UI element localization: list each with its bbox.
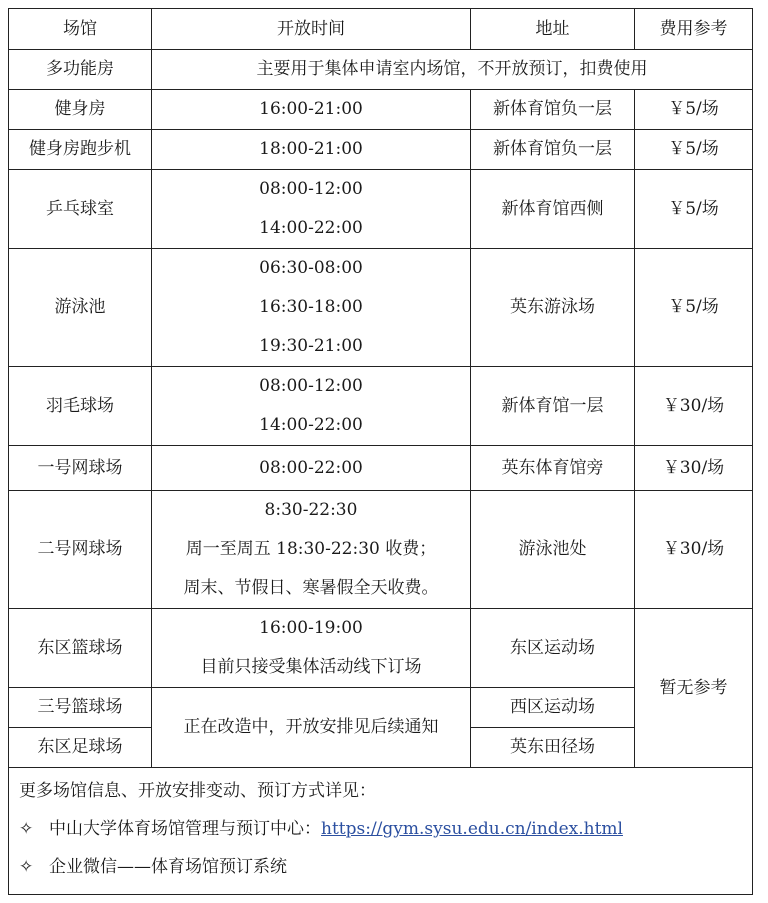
table-row (9, 50, 753, 90)
venue-name: 二号网球场 (9, 491, 152, 609)
venue-name: 三号篮球场 (9, 688, 152, 728)
header-row (9, 9, 753, 50)
opening-hours (152, 249, 471, 367)
venue-fee: ￥30/场 (635, 367, 753, 446)
footer-item (19, 810, 742, 848)
venue-address: 英东体育馆旁 (471, 446, 635, 491)
opening-hours (152, 170, 471, 249)
hours-line: 8:30-22:30 (264, 500, 358, 520)
venue-fee: ￥5/场 (635, 130, 753, 170)
venue-schedule-table (8, 8, 753, 895)
venue-fee: ￥5/场 (635, 90, 753, 130)
hours-line: 14:00-22:00 (259, 218, 363, 238)
venue-address: 新体育馆一层 (471, 367, 635, 446)
wecom-booking-label: 企业微信——体育场馆预订系统 (49, 857, 287, 877)
table-row (9, 609, 753, 688)
venue-name: 羽毛球场 (9, 367, 152, 446)
sparkle-bullet-icon: ✧ (19, 857, 34, 877)
table-row (9, 446, 753, 491)
venue-address: 英东田径场 (471, 728, 635, 768)
hours-line: 14:00-22:00 (259, 415, 363, 435)
venue-name: 东区篮球场 (9, 609, 152, 688)
header-address: 地址 (471, 9, 635, 50)
table-row (9, 90, 753, 130)
venue-address: 西区运动场 (471, 688, 635, 728)
sparkle-bullet-icon: ✧ (19, 819, 34, 839)
table-row (9, 249, 753, 367)
venue-fee: ￥30/场 (635, 491, 753, 609)
hours-line: 06:30-08:00 (259, 258, 363, 278)
renovation-note: 正在改造中，开放安排见后续通知 (152, 688, 471, 768)
venue-name: 健身房跑步机 (9, 130, 152, 170)
opening-hours: 08:00-22:00 (152, 446, 471, 491)
hours-line: 目前只接受集体活动线下订场 (200, 657, 422, 677)
venue-address: 新体育馆西侧 (471, 170, 635, 249)
footer-notes (9, 768, 753, 895)
header-hours: 开放时间 (152, 9, 471, 50)
table-row (9, 491, 753, 609)
table-row (9, 170, 753, 249)
hours-line: 16:30-18:00 (259, 297, 363, 317)
opening-hours (152, 609, 471, 688)
table-row (9, 130, 753, 170)
venue-name: 健身房 (9, 90, 152, 130)
header-fee: 费用参考 (635, 9, 753, 50)
hours-line: 16:00-19:00 (259, 618, 363, 638)
venue-fee-shared: 暂无参考 (635, 609, 753, 768)
venue-fee: ￥5/场 (635, 170, 753, 249)
venue-name: 多功能房 (9, 50, 152, 90)
merged-note: 主要用于集体申请室内场馆，不开放预订，扣费使用 (152, 50, 753, 90)
table-row (9, 367, 753, 446)
venue-address: 新体育馆负一层 (471, 130, 635, 170)
venue-name: 一号网球场 (9, 446, 152, 491)
footer-item (19, 848, 742, 886)
venue-fee: ￥5/场 (635, 249, 753, 367)
header-venue: 场馆 (9, 9, 152, 50)
opening-hours: 18:00-21:00 (152, 130, 471, 170)
booking-center-link[interactable]: https://gym.sysu.edu.cn/index.html (321, 819, 623, 839)
hours-line: 19:30-21:00 (259, 336, 363, 356)
venue-address: 游泳池处 (471, 491, 635, 609)
opening-hours (152, 367, 471, 446)
venue-address: 英东游泳场 (471, 249, 635, 367)
hours-line: 周一至周五 18:30-22:30 收费； (185, 539, 437, 559)
booking-center-label: 中山大学体育场馆管理与预订中心： (49, 819, 321, 839)
footer-row (9, 768, 753, 895)
venue-address: 东区运动场 (471, 609, 635, 688)
venue-fee: ￥30/场 (635, 446, 753, 491)
hours-line: 08:00-12:00 (259, 179, 363, 199)
footer-intro: 更多场馆信息、开放安排变动、预订方式详见： (19, 781, 376, 801)
venue-name: 东区足球场 (9, 728, 152, 768)
venue-name: 乒乓球室 (9, 170, 152, 249)
hours-line: 08:00-12:00 (259, 376, 363, 396)
opening-hours (152, 491, 471, 609)
venue-address: 新体育馆负一层 (471, 90, 635, 130)
opening-hours: 16:00-21:00 (152, 90, 471, 130)
venue-name: 游泳池 (9, 249, 152, 367)
hours-line: 周末、节假日、寒暑假全天收费。 (183, 578, 439, 598)
